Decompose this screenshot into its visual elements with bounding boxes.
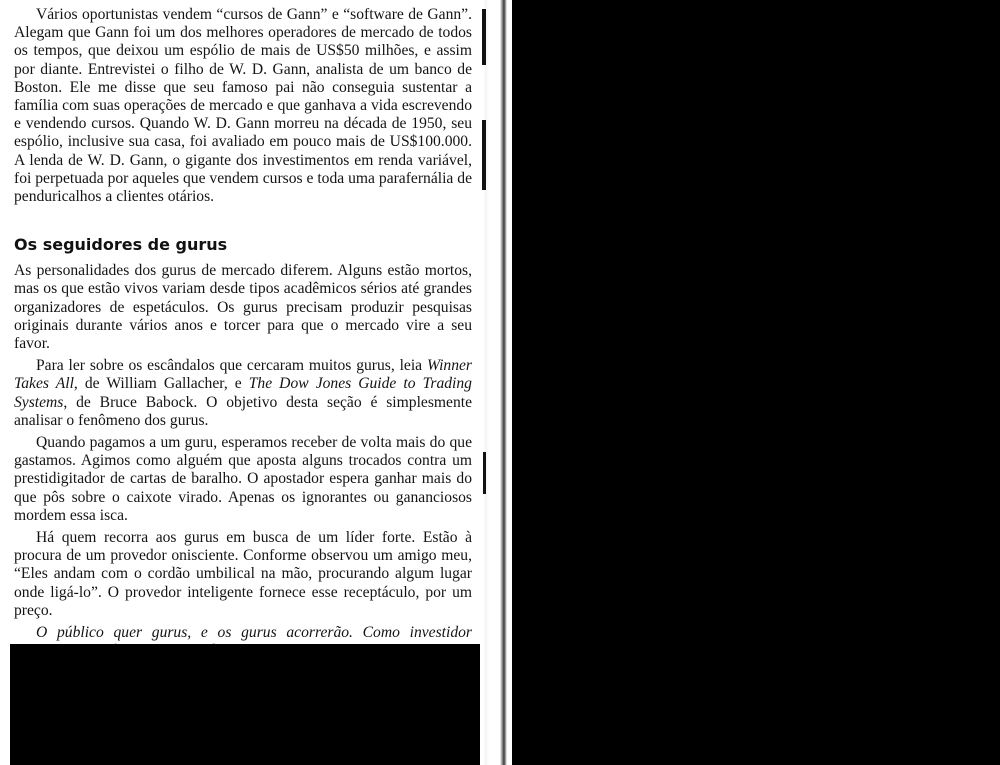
scandals-text-2: , de William Gallacher, e [73,375,249,393]
redacted-block-bottom [10,644,480,765]
book-title-dow-jones-guide: The Dow Jones Guide to Trading Systems [14,375,472,411]
section-heading: Os seguidores de gurus [14,235,228,255]
scandals-text-1: Para ler sobre os escândalos que cercaram muitos gurus, leia [36,357,427,375]
conclusion-text: O público quer gurus, e os gurus acorrerão. Como investidor [36,624,472,642]
paragraph-guru-personalities: As personalidades dos gurus de mercado diferem. Alguns estão mortos, mas os que estão vivos variam desde tipos acadêmicos sérios até grandes organizadores de espetáculos. Os gurus precisam produzir pesquisas originais durante vários anos e torcer para que o mercado vire a seu favor. [14,262,472,353]
paragraph-paying-guru: Quando pagamos a um guru, esperamos receber de volta mais do que gastamos. Agimos como alguém que aposta alguns trocados contra um prestidigitador de cartas de baralho. O apostador espera ganhar mais do que pôs sobre o caixote virado. Apenas os ignorantes ou gananciosos mordem essa isca. [14,434,472,524]
paragraph-strong-leader: Há quem recorra aos gurus em busca de um líder forte. Estão à procura de um provedor onisciente. Conforme observou um amigo meu, “Eles andam com o cordão umbilical na mão, procurando algum lugar onde ligá-lo”. O provedor inteligente fornece esse receptáculo, por um preço. [14,529,472,619]
paragraph-guru-scandals [14,357,472,430]
book-title-winner-takes-all: Winner Takes All [14,357,472,393]
gutter-shadow-middle [482,120,486,190]
book-gutter [483,0,513,765]
redacted-right-page [512,0,1000,765]
gutter-shadow-lower [483,452,486,494]
gutter-shadow-top [482,9,486,65]
left-page [0,0,483,765]
paragraph-gann-legend: Vários oportunistas vendem “cursos de Gann” e “software de Gann”. Alegam que Gann foi um dos melhores operadores de mercado de todos os tempos, que deixou um espólio de mais de US$50 milhões, e assim por diante. Entrevistei o filho de W. D. Gann, analista de um banco de Boston. Ele me disse que seu famoso pai não conseguia sustentar a família com suas operações de mercado e que ganhava a vida escrevendo e vendendo cursos. Quando W. D. Gann morreu na década de 1950, seu espólio, inclusive sua casa, foi avaliado em pouco mais de US$100.000. A lenda de W. D. Gann, o gigante dos investimentos em renda variável, foi perpetuada por aqueles que vendem cursos e toda uma parafernália de penduricalhos a clientes otários. [14,6,472,206]
scandals-text-3: , de Bruce Babock. O objetivo desta seção é simplesmente analisar o fenômeno dos gurus. [14,393,472,429]
page-text [14,6,472,679]
